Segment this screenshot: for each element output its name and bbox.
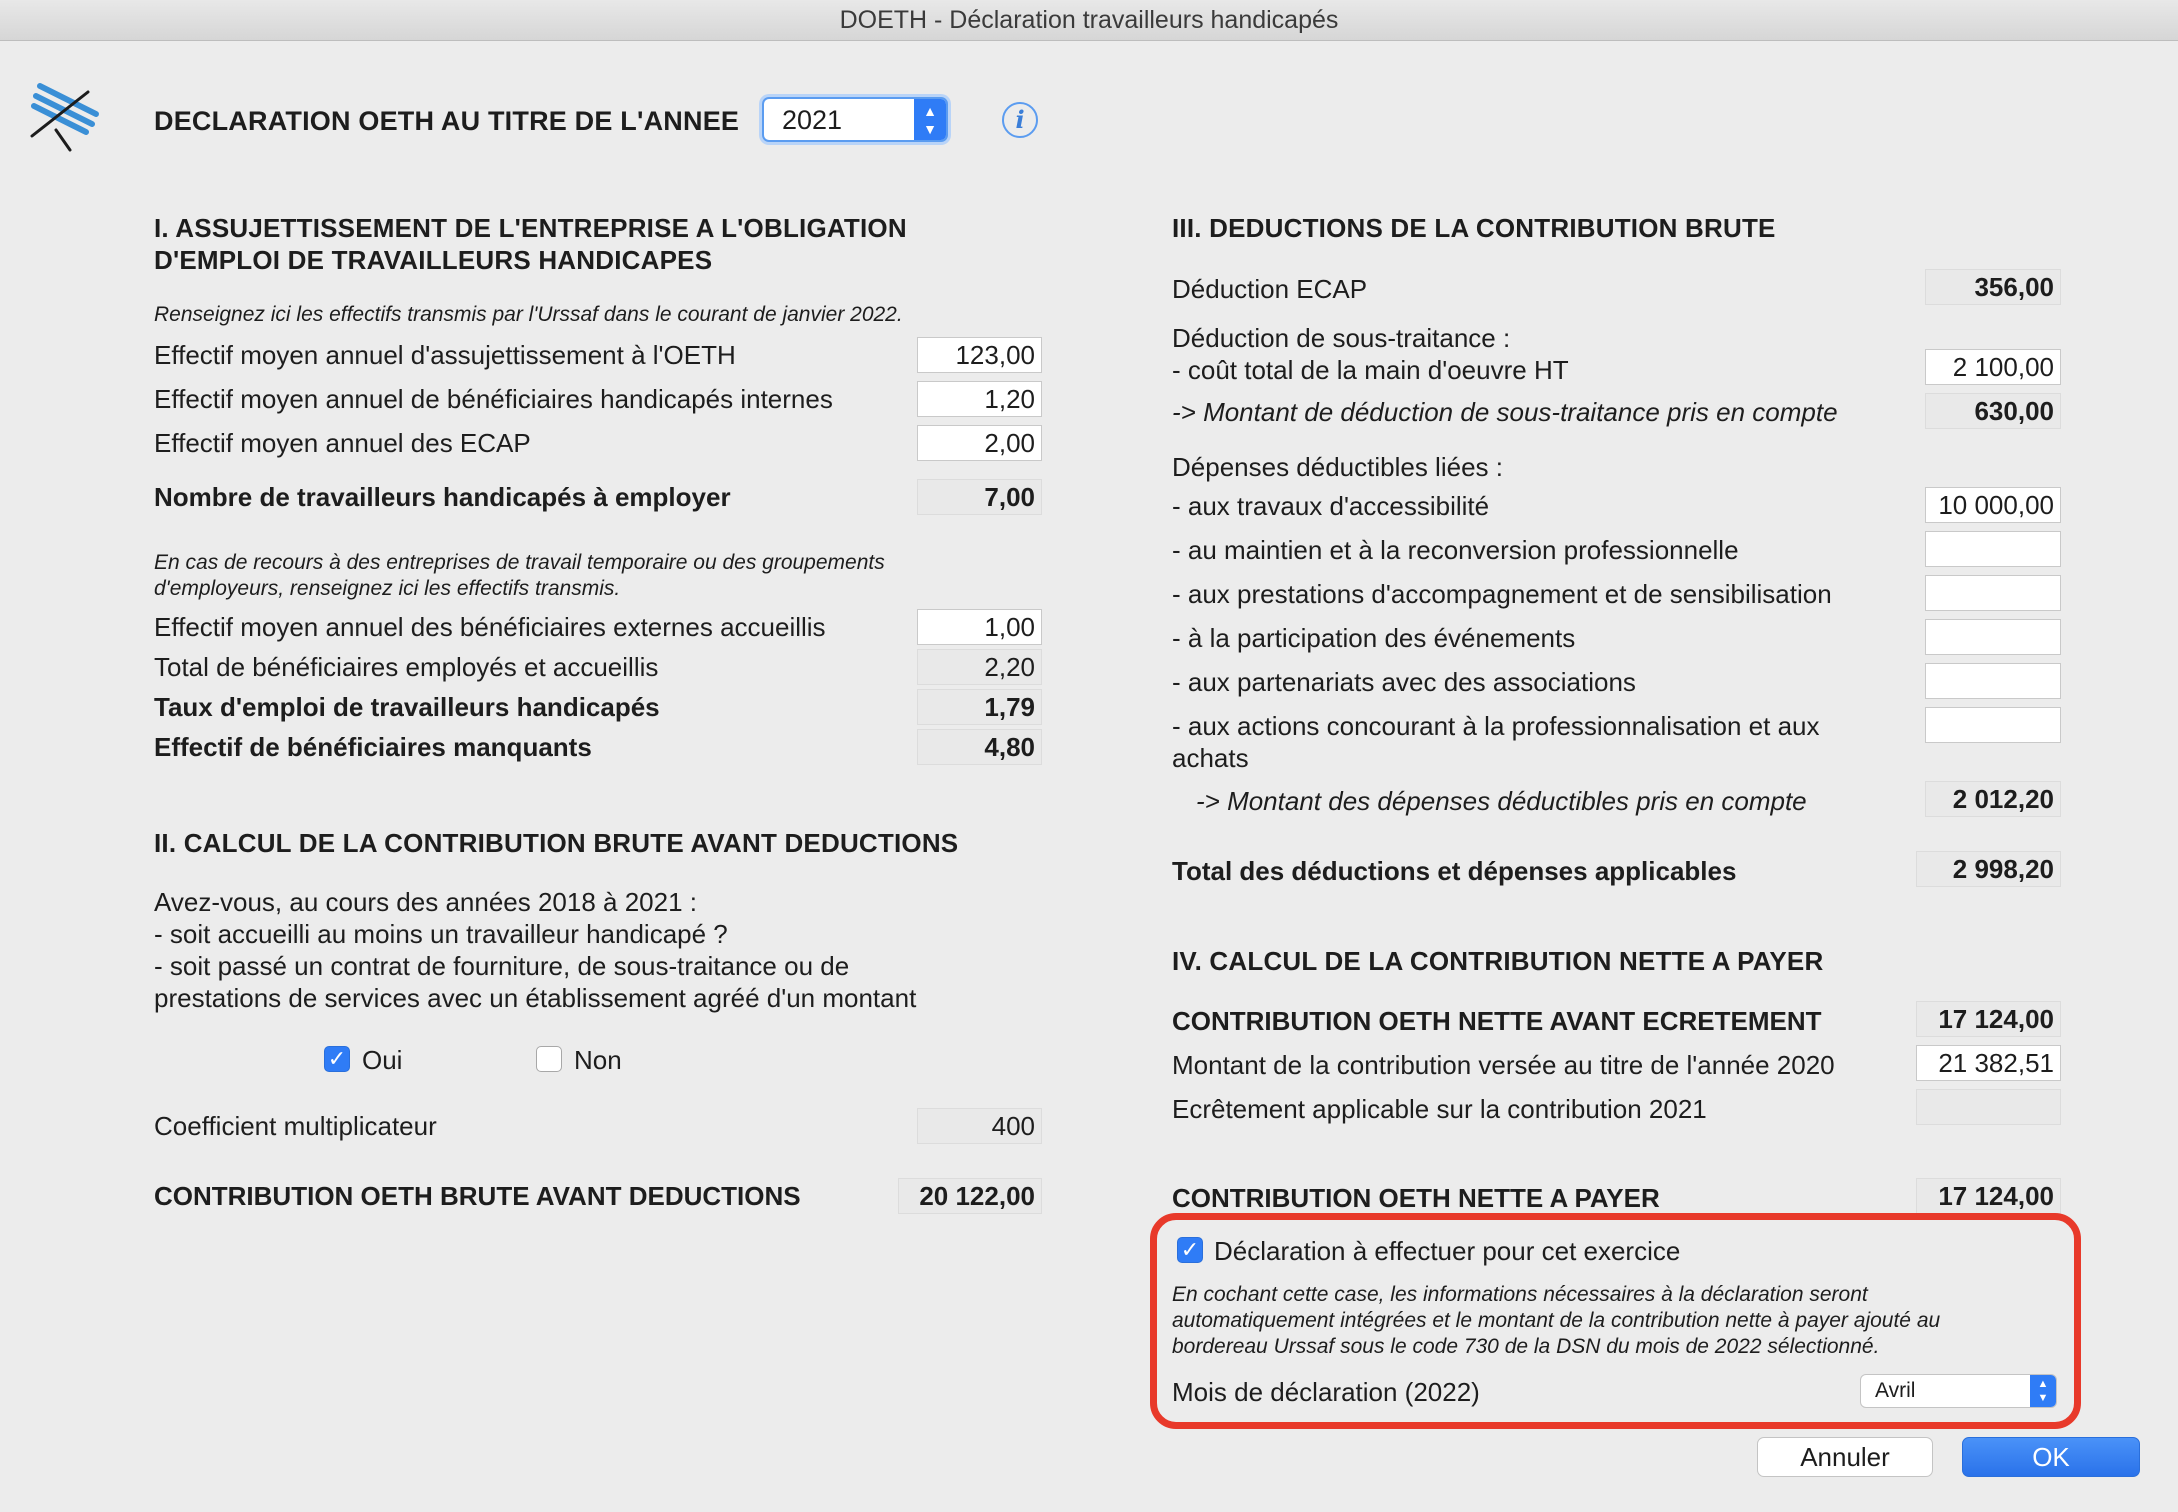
chevron-updown-icon[interactable]: ▲ ▼: [2030, 1375, 2056, 1407]
depense-accessibilite-input[interactable]: 10 000,00: [1925, 487, 2061, 523]
declaration-note: En cochant cette case, les informations nécessaires à la déclaration seront: [1172, 1283, 1868, 1306]
effectif-assujettissement-input[interactable]: 123,00: [917, 337, 1042, 373]
montant-sous-traitance-value: 630,00: [1925, 393, 2061, 429]
depense-label: - aux travaux d'accessibilité: [1172, 491, 1490, 521]
row-label: Effectif moyen annuel d'assujettissement à l'OETH: [154, 340, 736, 370]
coefficient-label: Coefficient multiplicateur: [154, 1111, 437, 1141]
effectif-ecap-input[interactable]: 2,00: [917, 425, 1042, 461]
mois-select-value: Avril: [1875, 1379, 1916, 1402]
total-beneficiaires-value: 2,20: [917, 649, 1042, 685]
oui-checkbox[interactable]: ✓: [324, 1046, 350, 1072]
question-line: - soit accueilli au moins un travailleur handicapé ?: [154, 919, 728, 949]
year-select-value: 2021: [782, 105, 843, 135]
cout-main-oeuvre-label: - coût total de la main d'oeuvre HT: [1172, 355, 1569, 385]
contribution-versee-input[interactable]: 21 382,51: [1916, 1045, 2061, 1081]
section-1-title: I. ASSUJETTISSEMENT DE L'ENTREPRISE A L'OBLIGATION: [154, 213, 907, 243]
mois-select[interactable]: [1860, 1374, 2057, 1408]
row-label: Effectif moyen annuel de bénéficiaires handicapés internes: [154, 384, 833, 414]
section-2-title: II. CALCUL DE LA CONTRIBUTION BRUTE AVANT DEDUCTIONS: [154, 828, 959, 858]
mois-declaration-label: Mois de déclaration (2022): [1172, 1377, 1480, 1407]
taux-emploi-value: 1,79: [917, 689, 1042, 725]
nette-avant-ecretement-label: CONTRIBUTION OETH NETTE AVANT ECRETEMENT: [1172, 1006, 1822, 1036]
non-label: Non: [574, 1045, 622, 1075]
nette-avant-ecretement-value: 17 124,00: [1916, 1001, 2061, 1037]
question-line: - soit passé un contrat de fourniture, de sous-traitance ou de: [154, 951, 850, 981]
declaration-checkbox-label: Déclaration à effectuer pour cet exercice: [1214, 1236, 1681, 1266]
nombre-th-label: Nombre de travailleurs handicapés à employer: [154, 482, 731, 512]
declaration-note-line3: bordereau Urssaf sous le code 730 de la DSN du mois de 2022 sélectionné.: [1172, 1335, 1880, 1358]
contribution-versee-label: Montant de la contribution versée au titre de l'année 2020: [1172, 1050, 1835, 1080]
coefficient-value: 400: [917, 1108, 1042, 1144]
total-beneficiaires-label: Total de bénéficiaires employés et accueillis: [154, 652, 659, 682]
window-title: DOETH - Déclaration travailleurs handicapés: [0, 0, 2178, 41]
depense-label: - aux actions concourant à la professionnalisation et aux: [1172, 711, 1820, 741]
info-icon[interactable]: i: [1002, 102, 1038, 138]
nombre-th-value: 7,00: [917, 479, 1042, 515]
depense-label: - aux partenariats avec des associations: [1172, 667, 1636, 697]
section-1-note2: En cas de recours à des entreprises de travail temporaire ou des groupements: [154, 551, 885, 574]
depense-label: - aux prestations d'accompagnement et de sensibilisation: [1172, 579, 1832, 609]
sous-traitance-heading: Déduction de sous-traitance :: [1172, 323, 1511, 353]
cout-main-oeuvre-input[interactable]: 2 100,00: [1925, 349, 2061, 385]
non-checkbox[interactable]: [536, 1046, 562, 1072]
manquants-label: Effectif de bénéficiaires manquants: [154, 732, 592, 762]
deduction-ecap-value: 356,00: [1925, 269, 2061, 305]
section-3-title: III. DEDUCTIONS DE LA CONTRIBUTION BRUTE: [1172, 213, 1776, 243]
row-label: Effectif moyen annuel des ECAP: [154, 428, 531, 458]
depense-label: - à la participation des événements: [1172, 623, 1576, 653]
contribution-nette-label: CONTRIBUTION OETH NETTE A PAYER: [1172, 1183, 1660, 1213]
oui-label: Oui: [362, 1045, 403, 1075]
cancel-button[interactable]: Annuler: [1757, 1437, 1933, 1477]
ecretement-value: [1916, 1089, 2061, 1125]
page-title: DECLARATION OETH AU TITRE DE L'ANNEE: [154, 106, 740, 136]
depense-label: - au maintien et à la reconversion professionnelle: [1172, 535, 1739, 565]
effectif-internes-input[interactable]: 1,20: [917, 381, 1042, 417]
montant-depenses-label: -> Montant des dépenses déductibles pris en compte: [1196, 786, 1807, 816]
montant-depenses-value: 2 012,20: [1925, 781, 2061, 817]
app-logo-icon: [26, 74, 108, 152]
total-deductions-label: Total des déductions et dépenses applicables: [1172, 856, 1737, 886]
year-select[interactable]: [762, 97, 948, 142]
question-line: prestations de services avec un établissement agréé d'un montant: [154, 983, 917, 1013]
depense-evenements-input[interactable]: [1925, 619, 2061, 655]
ok-button[interactable]: OK: [1962, 1437, 2140, 1477]
ecretement-label: Ecrêtement applicable sur la contribution 2021: [1172, 1094, 1707, 1124]
section-1-title-line2: D'EMPLOI DE TRAVAILLEURS HANDICAPES: [154, 245, 713, 275]
contribution-brute-label: CONTRIBUTION OETH BRUTE AVANT DEDUCTIONS: [154, 1181, 801, 1211]
montant-sous-traitance-label: -> Montant de déduction de sous-traitance pris en compte: [1172, 397, 1838, 427]
declaration-note-line2: automatiquement intégrées et le montant de la contribution nette à payer ajouté au: [1172, 1309, 1941, 1332]
question-line: Avez-vous, au cours des années 2018 à 2021 :: [154, 887, 698, 917]
section-1-note: Renseignez ici les effectifs transmis par l'Urssaf dans le courant de janvier 2022.: [154, 303, 903, 326]
depense-maintien-input[interactable]: [1925, 531, 2061, 567]
section-4-title: IV. CALCUL DE LA CONTRIBUTION NETTE A PAYER: [1172, 946, 1824, 976]
taux-emploi-label: Taux d'emploi de travailleurs handicapés: [154, 692, 660, 722]
contribution-nette-value: 17 124,00: [1916, 1178, 2061, 1214]
depense-partenariats-input[interactable]: [1925, 663, 2061, 699]
depense-prestations-input[interactable]: [1925, 575, 2061, 611]
total-deductions-value: 2 998,20: [1916, 851, 2061, 887]
depenses-heading: Dépenses déductibles liées :: [1172, 452, 1503, 482]
contribution-brute-value: 20 122,00: [898, 1178, 1042, 1214]
chevron-updown-icon[interactable]: ▲ ▼: [914, 99, 946, 140]
externes-input[interactable]: 1,00: [917, 609, 1042, 645]
declaration-checkbox[interactable]: ✓: [1177, 1237, 1203, 1263]
depense-label-line2: achats: [1172, 743, 1249, 773]
section-1-note2-line2: d'employeurs, renseignez ici les effectifs transmis.: [154, 577, 621, 600]
externes-label: Effectif moyen annuel des bénéficiaires externes accueillis: [154, 612, 826, 642]
depense-actions-input[interactable]: [1925, 707, 2061, 743]
manquants-value: 4,80: [917, 729, 1042, 765]
deduction-ecap-label: Déduction ECAP: [1172, 274, 1368, 304]
